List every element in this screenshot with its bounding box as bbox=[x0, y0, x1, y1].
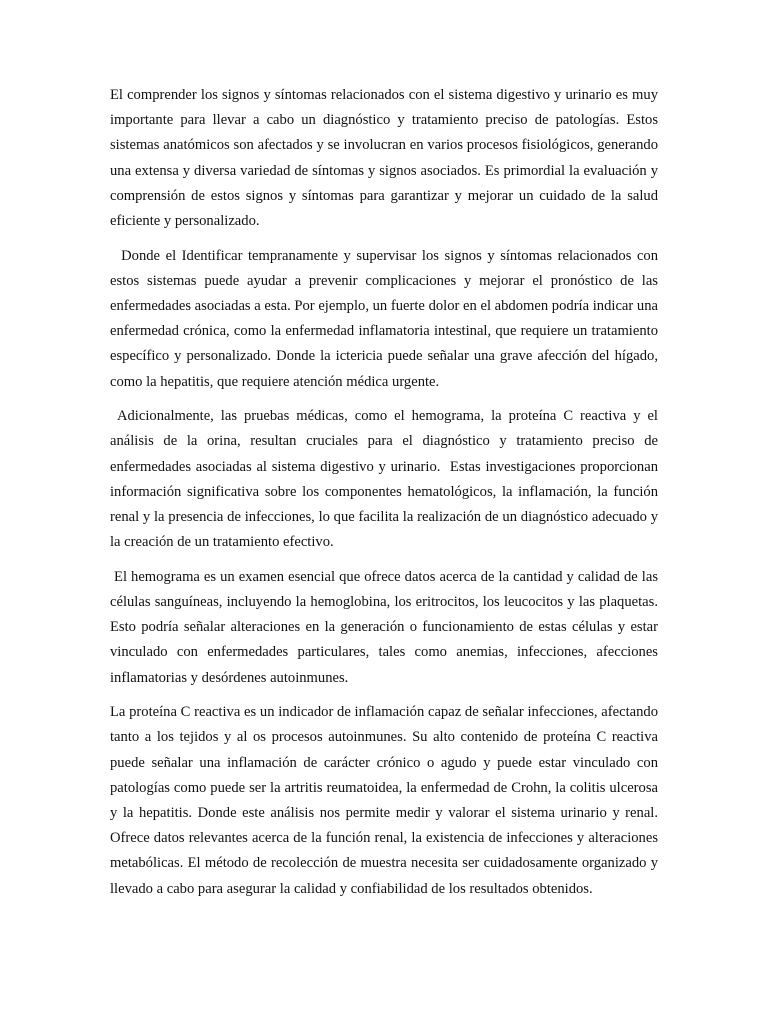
paragraph-hemogram: El hemograma es un examen esencial que ofrece datos acerca de la cantidad y calidad de las células sanguíneas, incluyendo la hemoglobina, los eritrocitos, los leucocitos y las plaquetas. Esto podría señalar alteraciones en la generación o funcionamiento de estas células y estar vinculado con enfermedades particulares, tales como anemias, infecciones, afecciones inflamatorias y desórdenes autoinmunes. bbox=[110, 568, 662, 686]
paragraph-introduction: El comprender los signos y síntomas relacionados con el sistema digestivo y urinario es muy importante para llevar a cabo un diagnóstico y tratamiento preciso de patologías. Estos sistemas anatómicos son afectados y se involucran en varios procesos fisiológicos, generando una extensa y diversa variedad de síntomas y signos asociados. Es primordial la evaluación y comprensión de estos signos y síntomas para garantizar y mejorar un cuidado de la salud eficiente y personalizado. bbox=[110, 87, 662, 230]
paragraph-c-reactive-protein: La proteína C reactiva es un indicador de inflamación capaz de señalar infecciones, afectando tanto a los tejidos y al os procesos autoinmunes. Su alto contenido de proteína C reactiva puede señalar una inflamación de carácter crónico o agudo y puede estar vinculado con patologías como puede ser la artritis reumatoidea, la enfermedad de Crohn, la colitis ulcerosa y la hepatitis. Donde este análisis nos permite medir y valorar el sistema urinario y renal. Ofrece datos relevantes acerca de la función renal, la existencia de infecciones y alteraciones metabólicas. El método de recolección de muestra necesita ser cuidadosamente organizado y llevado a cabo para asegurar la calidad y confiabilidad de los resultados obtenidos. bbox=[110, 704, 662, 897]
paragraph-medical-tests: Adicionalmente, las pruebas médicas, como el hemograma, la proteína C reactiva y el análisis de la orina, resultan cruciales para el diagnóstico y tratamiento preciso de enfermedades asociadas al sistema digestivo y urinario. Estas investigaciones proporcionan información significativa sobre los componentes hematológicos, la inflamación, la función renal y la presencia de infecciones, lo que facilita la realización de un diagnóstico adecuado y la creación de un tratamiento efectivo. bbox=[110, 408, 662, 551]
document-body bbox=[110, 83, 662, 902]
paragraph-early-detection: Donde el Identificar tempranamente y supervisar los signos y síntomas relacionados con estos sistemas puede ayudar a prevenir complicaciones y mejorar el pronóstico de las enfermedades asociadas a esta. Por ejemplo, un fuerte dolor en el abdomen podría indicar una enfermedad crónica, como la enfermedad inflamatoria intestinal, que requiere un tratamiento específico y personalizado. Donde la ictericia puede señalar una grave afección del hígado, como la hepatitis, que requiere atención médica urgente. bbox=[110, 247, 662, 390]
